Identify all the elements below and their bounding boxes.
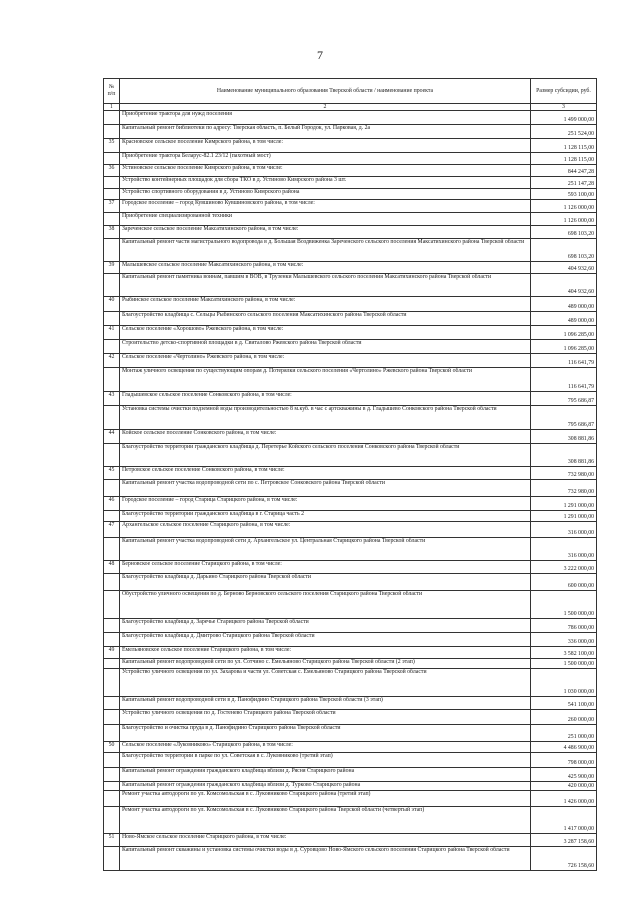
row-amount: 404 932,60 <box>531 262 597 274</box>
table-row <box>104 444 597 467</box>
row-amount: 260 000,00 <box>531 710 597 725</box>
row-number <box>104 480 120 497</box>
table-row <box>104 742 597 753</box>
row-name: Сельское поселение «Хорошово» Ржевского района, в том числе: <box>120 326 531 340</box>
row-number <box>104 312 120 326</box>
row-name: Устройство спортивного оборудования в д. Устиново Кимрского района <box>120 189 531 200</box>
row-number <box>104 125 120 139</box>
table-row <box>104 561 597 574</box>
row-number: 37 <box>104 200 120 213</box>
row-name: Берновское сельское поселение Старицкого района, в том числе: <box>120 561 531 574</box>
row-amount: 3 222 000,00 <box>531 561 597 574</box>
row-number: 48 <box>104 561 120 574</box>
row-amount: 3 287 158,60 <box>531 834 597 847</box>
table-row <box>104 669 597 697</box>
table-row <box>104 312 597 326</box>
row-amount: 1 426 000,00 <box>531 791 597 807</box>
row-amount: 1 096 285,00 <box>531 326 597 340</box>
row-number <box>104 753 120 768</box>
header-amount: Размер субсидии, руб. <box>531 79 597 104</box>
row-name: Установка системы очистки подземной воды производительностью 8 м.куб. в час с артскважины в д. Гладышево Сонковского района Тверской области <box>120 406 531 430</box>
row-name: Устиновское сельское поселение Кимрского района, в том числе: <box>120 165 531 177</box>
table-row <box>104 574 597 591</box>
row-amount: 698 103,20 <box>531 226 597 239</box>
row-amount: 489 000,00 <box>531 312 597 326</box>
row-name: Сельское поселение «Чертолино» Ржевского района, в том числе: <box>120 354 531 368</box>
table-row <box>104 725 597 742</box>
row-number: 51 <box>104 834 120 847</box>
row-name: Благоустройство территории гражданского кладбища в г. Старица часть 2 <box>120 511 531 522</box>
row-amount: 732 980,00 <box>531 480 597 497</box>
table-row <box>104 392 597 406</box>
table-row <box>104 497 597 511</box>
row-amount: 1 291 000,00 <box>531 511 597 522</box>
row-number <box>104 274 120 297</box>
row-number <box>104 710 120 725</box>
row-amount: 844 247,28 <box>531 165 597 177</box>
row-amount: 1 128 115,00 <box>531 153 597 165</box>
row-amount: 593 100,00 <box>531 189 597 200</box>
row-amount: 251 147,28 <box>531 177 597 189</box>
row-name: Монтаж уличного освещения по существующим опорам д. Потерялки сельского поселения «Чертолино» Ржевского района Тверской области <box>120 368 531 392</box>
table-row <box>104 522 597 538</box>
row-amount: 1 126 000,00 <box>531 200 597 213</box>
row-number <box>104 189 120 200</box>
row-name: Благоустройство и очистка пруда в д. Панофидино Старицкого района Тверской области <box>120 725 531 742</box>
table-row <box>104 710 597 725</box>
row-name: Капитальный ремонт участка водопроводной сети д. Архангельское ул. Центральная Старицкого района Тверской области <box>120 538 531 561</box>
row-name: Благоустройство территории в парке по ул. Советская в с. Луковниково (третий этап) <box>120 753 531 768</box>
row-number: 44 <box>104 430 120 444</box>
table-row <box>104 782 597 791</box>
row-number <box>104 791 120 807</box>
column-index: 2 <box>120 104 531 111</box>
row-number <box>104 111 120 125</box>
row-name: Капитальный ремонт участка водопроводной сети по с. Петровское Сонковского района Тверской области <box>120 480 531 497</box>
row-number <box>104 725 120 742</box>
table-row <box>104 274 597 297</box>
row-amount: 1 417 000,00 <box>531 807 597 834</box>
row-number: 39 <box>104 262 120 274</box>
table-row <box>104 406 597 430</box>
table-row <box>104 189 597 200</box>
row-number <box>104 239 120 262</box>
row-name: Петровское сельское поселение Сонковского района, в том числе: <box>120 467 531 480</box>
table-row <box>104 807 597 834</box>
row-number: 49 <box>104 647 120 659</box>
row-number: 46 <box>104 497 120 511</box>
row-amount: 726 158,60 <box>531 847 597 871</box>
row-amount: 1 128 115,00 <box>531 139 597 153</box>
table-row <box>104 139 597 153</box>
row-name: Малышевское сельское поселение Максатихинского района, в том числе: <box>120 262 531 274</box>
row-name: Капитальный ремонт библиотеки по адресу: Тверская область, п. Белый Городок, ул. Парковая, д. 2а <box>120 125 531 139</box>
row-name: Приобретение трактора Беларус-82.1 23/12 (пахотный мост) <box>120 153 531 165</box>
row-name: Приобретение специализированной техники <box>120 213 531 226</box>
row-number <box>104 782 120 791</box>
row-name: Капитальный ремонт ограждения гражданского кладбища вблизи д. Турково Старицкого района <box>120 782 531 791</box>
table-row <box>104 633 597 647</box>
table-row <box>104 591 597 619</box>
row-amount: 489 000,00 <box>531 297 597 312</box>
table-row <box>104 368 597 392</box>
row-amount: 1 030 000,00 <box>531 669 597 697</box>
table-row <box>104 326 597 340</box>
row-amount: 116 641,79 <box>531 368 597 392</box>
row-name: Сельское поселение «Луковниково» Старицкого района, в том числе: <box>120 742 531 753</box>
row-amount: 795 686,87 <box>531 392 597 406</box>
table-row <box>104 659 597 669</box>
row-number: 41 <box>104 326 120 340</box>
row-number <box>104 768 120 782</box>
row-number <box>104 633 120 647</box>
table-row <box>104 111 597 125</box>
table-row <box>104 619 597 633</box>
page-number: 7 <box>317 48 323 62</box>
row-number <box>104 591 120 619</box>
row-name: Рыбинское сельское поселение Максатихинского района, в том числе: <box>120 297 531 312</box>
row-number <box>104 153 120 165</box>
row-amount: 308 881,86 <box>531 444 597 467</box>
row-number <box>104 659 120 669</box>
row-amount: 541 100,00 <box>531 697 597 710</box>
row-amount: 316 000,00 <box>531 538 597 561</box>
row-name: Приобретение трактора для нужд поселения <box>120 111 531 125</box>
column-index: 3 <box>531 104 597 111</box>
row-amount: 4 486 900,00 <box>531 742 597 753</box>
header-num: № п/п <box>104 79 120 104</box>
row-amount: 404 932,60 <box>531 274 597 297</box>
row-name: Устройство уличного освещения по ул. Захарова и части ул. Советская с. Емельяново Старицкого района Тверской области <box>120 669 531 697</box>
subsidy-table <box>103 78 597 871</box>
row-name: Койское сельское поселение Сонковского района, в том числе: <box>120 430 531 444</box>
row-number: 40 <box>104 297 120 312</box>
table-row <box>104 467 597 480</box>
row-number <box>104 340 120 354</box>
row-amount: 1 499 000,00 <box>531 111 597 125</box>
row-name: Красновское сельское поселение Кимрского района, в том числе: <box>120 139 531 153</box>
row-amount: 1 500 000,00 <box>531 591 597 619</box>
row-number: 42 <box>104 354 120 368</box>
row-amount: 336 000,00 <box>531 633 597 647</box>
table-row <box>104 480 597 497</box>
row-name: Капитальный ремонт памятника воинам, павшим в ВОВ, в Трузенки Малышевского сельского поселения Максатихинского района Тверской области <box>120 274 531 297</box>
row-amount: 798 000,00 <box>531 753 597 768</box>
table-row <box>104 834 597 847</box>
table-row <box>104 538 597 561</box>
table-row <box>104 226 597 239</box>
row-number: 45 <box>104 467 120 480</box>
row-amount: 1 291 000,00 <box>531 497 597 511</box>
table-row <box>104 340 597 354</box>
row-name: Ремонт участка автодороги по ул. Комсомольская в с. Луковниково Старицкого района Тверской области (четвертый этап) <box>120 807 531 834</box>
row-number <box>104 444 120 467</box>
row-amount: 425 900,00 <box>531 768 597 782</box>
row-name: Строительство детско-спортивной площадки в д. Свиталово Ржевского района Тверской области <box>120 340 531 354</box>
row-number: 47 <box>104 522 120 538</box>
row-number <box>104 538 120 561</box>
table-row <box>104 354 597 368</box>
table-row <box>104 847 597 871</box>
row-amount: 420 000,00 <box>531 782 597 791</box>
row-number <box>104 847 120 871</box>
table-row <box>104 753 597 768</box>
row-name: Капитальный ремонт части магистрального водопровода в д. Большая Воздвиженка Зареченского сельского поселения Максатихинского района Тверской области <box>120 239 531 262</box>
row-amount: 600 000,00 <box>531 574 597 591</box>
row-amount: 3 582 100,00 <box>531 647 597 659</box>
row-number <box>104 177 120 189</box>
row-number <box>104 669 120 697</box>
row-name: Капитальный ремонт скважины и установка системы очистки воды в д. Суровцово Ново-Ямского сельского поселения Старицкого района Тверской области <box>120 847 531 871</box>
row-amount: 251 000,00 <box>531 725 597 742</box>
row-amount: 251 524,00 <box>531 125 597 139</box>
row-number <box>104 697 120 710</box>
table-row <box>104 647 597 659</box>
row-name: Капитальный ремонт водопроводной сети по ул. Сотчино с. Емельяново Старицкого района Тверской области (2 этап) <box>120 659 531 669</box>
row-number <box>104 368 120 392</box>
row-name: Ремонт участка автодороги по ул. Комсомольская в с. Луковниково Старицкого района (третий этап) <box>120 791 531 807</box>
row-amount: 732 980,00 <box>531 467 597 480</box>
table-row <box>104 511 597 522</box>
row-name: Устройство контейнерных площадок для сбора ТКО в д. Устиново Кимрского района 3 шт. <box>120 177 531 189</box>
row-name: Ново-Ямское сельское поселение Старицкого района, в том числе: <box>120 834 531 847</box>
row-amount: 308 881,86 <box>531 430 597 444</box>
table-row <box>104 125 597 139</box>
row-number <box>104 213 120 226</box>
row-name: Благоустройство кладбища д. Дарьино Старицкого района Тверской области <box>120 574 531 591</box>
table-row <box>104 297 597 312</box>
row-name: Обустройство уличного освещения по д. Берново Берновского сельского поселения Старицкого района Тверской области <box>120 591 531 619</box>
row-number <box>104 574 120 591</box>
table-row <box>104 239 597 262</box>
row-amount: 795 686,87 <box>531 406 597 430</box>
row-number: 35 <box>104 139 120 153</box>
table-row <box>104 153 597 165</box>
table-header-row <box>104 79 597 104</box>
row-amount: 316 000,00 <box>531 522 597 538</box>
table-row <box>104 200 597 213</box>
table-row <box>104 177 597 189</box>
row-name: Благоустройство кладбища д. Дмитрово Старицкого района Тверской области <box>120 633 531 647</box>
column-index: 1 <box>104 104 120 111</box>
row-name: Гладышевское сельское поселение Сонковского района, в том числе: <box>120 392 531 406</box>
row-amount: 116 641,79 <box>531 354 597 368</box>
row-amount: 698 103,20 <box>531 239 597 262</box>
row-name: Благоустройство территории гражданского кладбища д. Перетерье Койского сельского поселения Сонковского района Тверской области <box>120 444 531 467</box>
table-row <box>104 430 597 444</box>
row-number <box>104 807 120 834</box>
row-name: Зареченское сельское поселение Максатихинского района, в том числе: <box>120 226 531 239</box>
row-amount: 1 126 000,00 <box>531 213 597 226</box>
row-number: 43 <box>104 392 120 406</box>
row-number: 50 <box>104 742 120 753</box>
table-row <box>104 768 597 782</box>
row-number <box>104 406 120 430</box>
row-number: 38 <box>104 226 120 239</box>
row-number <box>104 619 120 633</box>
row-name: Благоустройство кладбища д. Заречье Старицкого района Тверской области <box>120 619 531 633</box>
row-number <box>104 511 120 522</box>
row-name: Благоустройство кладбища с. Сельцы Рыбинского сельского поселения Максатихинского района Тверской области <box>120 312 531 326</box>
column-index-row <box>104 104 597 111</box>
row-name: Городское поселение – город Старица Старицкого района, в том числе: <box>120 497 531 511</box>
row-name: Капитальный ремонт ограждения гражданского кладбища вблизи д. Рясня Старицкого района <box>120 768 531 782</box>
row-name: Емельяновское сельское поселение Старицкого района, в том числе: <box>120 647 531 659</box>
row-name: Капитальный ремонт водопроводной сети в д. Панофидино Старицкого района Тверской области (3 этап) <box>120 697 531 710</box>
table-row <box>104 697 597 710</box>
table-row <box>104 791 597 807</box>
row-number: 36 <box>104 165 120 177</box>
table-row <box>104 165 597 177</box>
row-amount: 786 000,00 <box>531 619 597 633</box>
header-name: Наименование муниципального образования Тверской области / наименование проекта <box>120 79 531 104</box>
row-name: Устройство уличного освещения по д. Гостенево Старицкого района Тверской области <box>120 710 531 725</box>
table-row <box>104 213 597 226</box>
row-amount: 1 096 285,00 <box>531 340 597 354</box>
table-row <box>104 262 597 274</box>
row-amount: 1 500 000,00 <box>531 659 597 669</box>
row-name: Архангельское сельское поселение Старицкого района, в том числе: <box>120 522 531 538</box>
row-name: Городское поселение – город Кувшиново Кувшиновского района, в том числе: <box>120 200 531 213</box>
